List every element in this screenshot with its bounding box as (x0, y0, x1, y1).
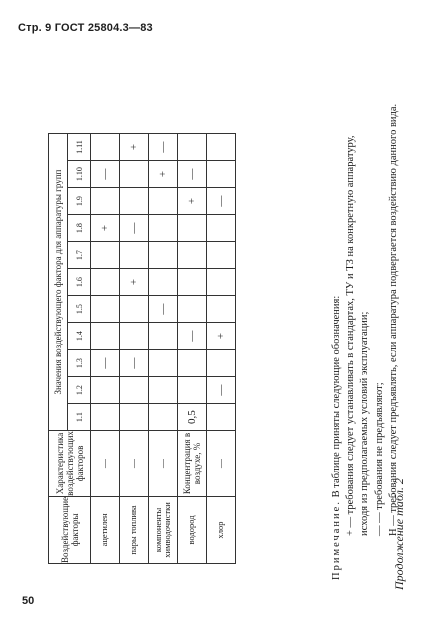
value-cell: + (120, 269, 149, 296)
col-number-11: 1.11 (68, 134, 91, 161)
value-cell (149, 188, 178, 215)
value-cell (120, 242, 149, 269)
col-number-3: 1.3 (68, 350, 91, 377)
value-cell (91, 377, 120, 404)
factor-name: пары топлива (120, 496, 149, 563)
col-number-1: 1.1 (68, 404, 91, 431)
factor-name: водород (178, 496, 207, 563)
value-cell: + (120, 134, 149, 161)
value-cell (91, 134, 120, 161)
table-row (120, 134, 149, 564)
value-cell (178, 215, 207, 242)
table-row (91, 134, 120, 564)
page-header: Стр. 9 ГОСТ 25804.3—83 (18, 22, 153, 34)
notes-line-2: + — требования следует устанавливать в стандартах, ТУ и ТЗ на конкретную аппаратуру, (345, 135, 357, 536)
value-cell (178, 350, 207, 377)
col-number-5: 1.5 (68, 296, 91, 323)
value-cell (91, 296, 120, 323)
value-cell (91, 188, 120, 215)
value-cell (207, 404, 236, 431)
value-cell (91, 242, 120, 269)
value-cell: — (91, 161, 120, 188)
value-cell (207, 215, 236, 242)
value-cell: — (149, 296, 178, 323)
table-continuation-label: Продолжение табл. 2 (392, 478, 406, 590)
value-cell: — (149, 134, 178, 161)
value-cell (149, 215, 178, 242)
col-number-10: 1.10 (68, 161, 91, 188)
col-header-characteristic: Характеристика воздействующих факторов (49, 431, 91, 497)
value-cell (120, 323, 149, 350)
value-cell (207, 269, 236, 296)
col-number-6: 1.6 (68, 269, 91, 296)
value-cell (149, 242, 178, 269)
factor-name: ацетилен (91, 496, 120, 563)
factor-characteristic: — (120, 431, 149, 497)
value-cell (91, 269, 120, 296)
value-cell: — (91, 350, 120, 377)
value-cell (91, 404, 120, 431)
notes-block (330, 40, 401, 580)
value-cell (120, 404, 149, 431)
value-cell: + (178, 188, 207, 215)
table-row (149, 134, 178, 564)
notes-line-3: исходя из предполагаемых условий эксплуатации; (359, 311, 371, 536)
value-cell (178, 377, 207, 404)
col-number-4: 1.4 (68, 323, 91, 350)
table-body (91, 134, 236, 564)
page-number: 50 (22, 595, 35, 607)
table-row (178, 134, 207, 564)
value-cell (207, 350, 236, 377)
value-cell: 0,5 (178, 404, 207, 431)
value-cell (149, 377, 178, 404)
value-cell (207, 242, 236, 269)
value-cell: + (207, 323, 236, 350)
value-cell (91, 323, 120, 350)
value-cell (207, 161, 236, 188)
value-cell: — (178, 323, 207, 350)
value-cell: — (207, 188, 236, 215)
group-header: Значения воздействующего фактора для аппаратуры групп (49, 134, 68, 431)
value-cell (178, 134, 207, 161)
value-cell: + (91, 215, 120, 242)
value-cell (120, 188, 149, 215)
value-cell: — (207, 377, 236, 404)
col-number-8: 1.8 (68, 215, 91, 242)
factors-table (48, 133, 236, 564)
col-number-2: 1.2 (68, 377, 91, 404)
factor-characteristic: — (149, 431, 178, 497)
value-cell (120, 296, 149, 323)
value-cell (120, 161, 149, 188)
notes-line-5: Н — требования следует предъявлять, если аппаратура подвергается воздействию данного вида. (387, 103, 399, 536)
col-number-9: 1.9 (68, 188, 91, 215)
factor-name: хлор (207, 496, 236, 563)
value-cell (207, 296, 236, 323)
value-cell (149, 323, 178, 350)
value-cell (207, 134, 236, 161)
value-cell: — (120, 215, 149, 242)
factor-characteristic: — (91, 431, 120, 497)
factor-name: компоненты химводочистки (149, 496, 178, 563)
value-cell (178, 296, 207, 323)
value-cell (178, 269, 207, 296)
value-cell (120, 377, 149, 404)
value-cell (178, 242, 207, 269)
col-header-factors: Воздействующие факторы (49, 496, 91, 563)
value-cell (149, 404, 178, 431)
notes-title: Примечание. (331, 500, 342, 580)
factor-characteristic: Концентрация в воздухе, % (178, 431, 207, 497)
value-cell: — (178, 161, 207, 188)
value-cell (149, 269, 178, 296)
table-row (207, 134, 236, 564)
col-number-7: 1.7 (68, 242, 91, 269)
value-cell: + (149, 161, 178, 188)
value-cell: — (120, 350, 149, 377)
factor-characteristic: — (207, 431, 236, 497)
value-cell (149, 350, 178, 377)
notes-line-4: — — требования не предъявляют; (373, 382, 385, 536)
notes-line-1: В таблице приняты следующие обозначения: (331, 295, 342, 498)
